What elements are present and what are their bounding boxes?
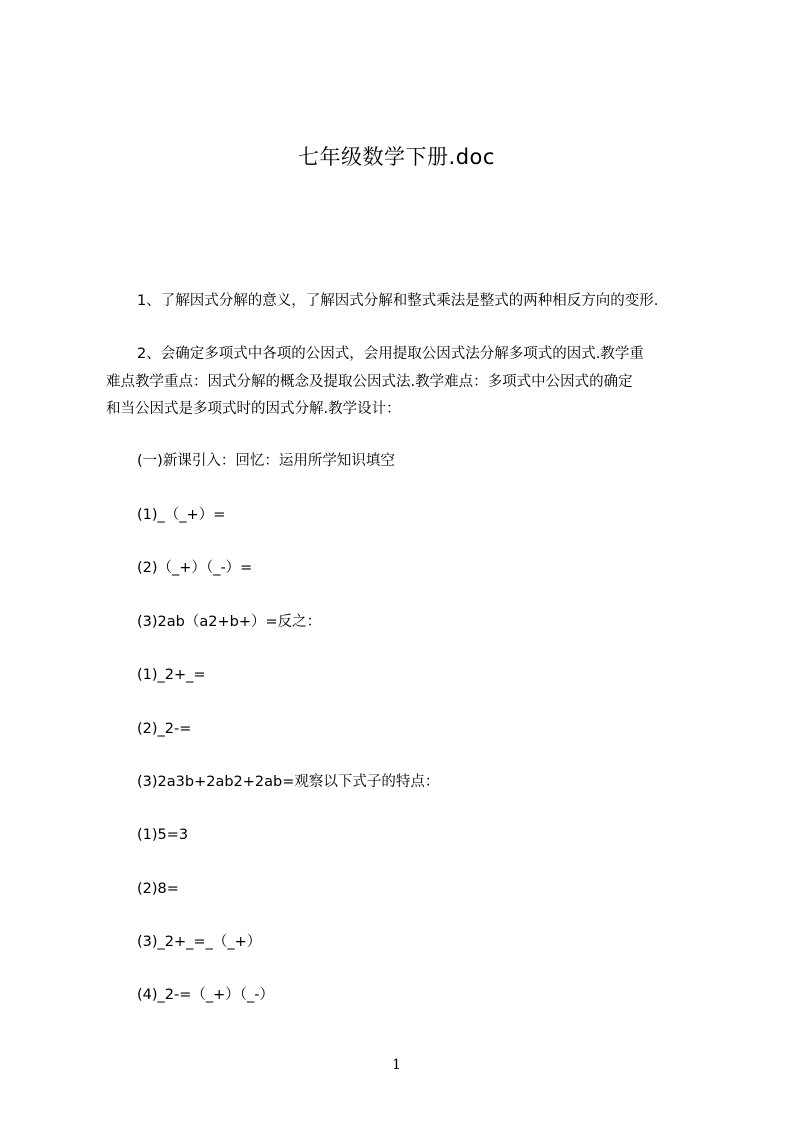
page-number: 1: [392, 1057, 401, 1073]
paragraph-2-line-3: 和当公因式是多项式时的因式分解.教学设计：: [106, 401, 401, 417]
section-intro: (一)新课引入：回忆：运用所学知识填空: [137, 453, 395, 469]
exercise-line-7: (1)5=3: [137, 827, 189, 843]
exercise-line-10: (4)_2-=（_+）（_-）: [137, 987, 275, 1003]
document-title: 七年级数学下册.doc: [298, 145, 495, 169]
exercise-line-6: (3)2a3b+2ab2+2ab=观察以下式子的特点：: [137, 774, 440, 790]
exercise-line-3: (3)2ab（a2+b+）=反之：: [137, 614, 322, 630]
paragraph-1-line-1: 1、了解因式分解的意义，了解因式分解和整式乘法是整式的两种相反方向的变形.: [137, 293, 659, 309]
exercise-line-1: (1)_（_+）=: [137, 507, 226, 523]
exercise-line-8: (2)8=: [137, 881, 179, 897]
exercise-line-5: (2)_2-=: [137, 721, 192, 737]
exercise-line-9: (3)_2+_=_（_+）: [137, 934, 262, 950]
paragraph-2-line-1: 2、会确定多项式中各项的公因式，会用提取公因式法分解多项式的因式.教学重: [137, 346, 644, 362]
exercise-line-2: (2)（_+）（_-）=: [137, 560, 253, 576]
paragraph-2-line-2: 难点教学重点：因式分解的概念及提取公因式法.教学难点：多项式中公因式的确定: [106, 374, 633, 390]
exercise-line-4: (1)_2+_=: [137, 667, 206, 683]
